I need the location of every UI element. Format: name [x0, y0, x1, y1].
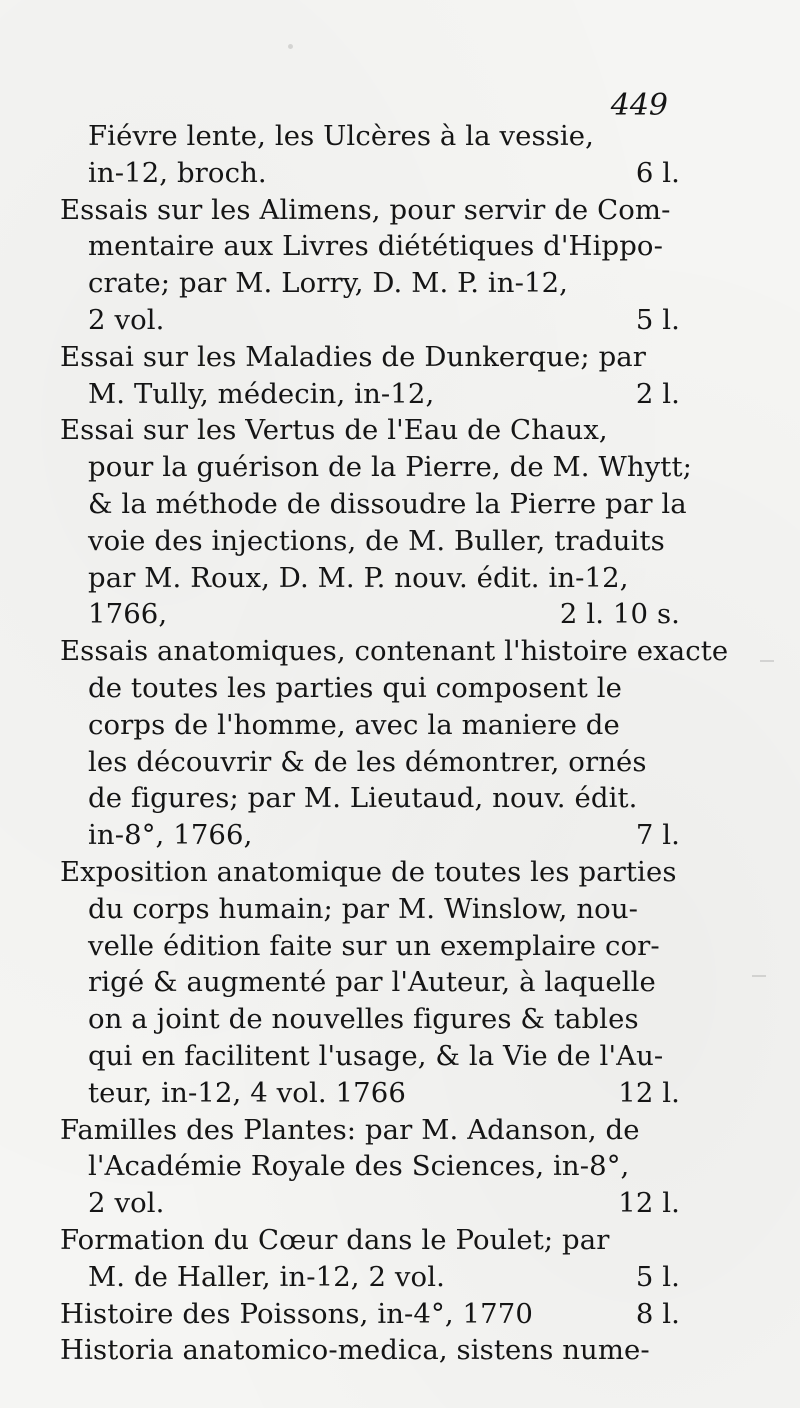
entry-text: crate; par M. Lorry, D. M. P. in-12,	[88, 267, 569, 300]
catalog-entry	[60, 1296, 680, 1333]
entry-price: 5 l.	[635, 303, 680, 336]
entry-text: & la méthode de dissoudre la Pierre par la	[88, 487, 687, 520]
ink-speck	[752, 975, 766, 977]
entry-line	[60, 412, 680, 449]
ink-speck	[760, 660, 774, 662]
entry-line	[60, 302, 680, 339]
entry-line	[60, 228, 680, 265]
entry-line	[60, 560, 680, 597]
entry-text: Essai sur les Vertus de l'Eau de Chaux,	[60, 414, 608, 447]
entry-line	[60, 1001, 680, 1038]
entry-line	[60, 1038, 680, 1075]
entry-line	[60, 780, 680, 817]
entry-line	[60, 1296, 680, 1333]
entry-text: de toutes les parties qui composent le	[88, 671, 622, 704]
entry-text: in-8°, 1766,	[88, 819, 253, 852]
entry-line	[60, 486, 687, 523]
entry-line	[60, 376, 680, 413]
entry-line	[60, 707, 680, 744]
entry-text: Historia anatomico-medica, sistens nume-	[60, 1334, 650, 1367]
entry-text: M. de Haller, in-12, 2 vol.	[88, 1260, 445, 1293]
entry-text: velle édition faite sur un exemplaire cor-	[88, 929, 660, 962]
entry-text: on a joint de nouvelles figures & tables	[88, 1003, 639, 1036]
entry-line	[60, 928, 680, 965]
entry-line	[60, 964, 680, 1001]
ink-speck	[288, 44, 293, 49]
entry-line	[60, 891, 680, 928]
entry-line	[60, 1185, 680, 1222]
entry-price: 2 l.	[635, 377, 680, 410]
entry-line	[60, 1259, 680, 1296]
entry-price: 6 l.	[635, 156, 680, 189]
entry-text: du corps humain; par M. Winslow, nou-	[88, 892, 639, 925]
entry-text: 2 vol.	[88, 303, 165, 336]
entry-line	[60, 633, 729, 670]
entry-text: 1766,	[88, 598, 168, 631]
entry-text: l'Académie Royale des Sciences, in-8°,	[88, 1150, 630, 1183]
entry-text: M. Tully, médecin, in-12,	[88, 377, 435, 410]
entry-text: de figures; par M. Lieutaud, nouv. édit.	[88, 782, 638, 815]
entry-price: 2 l. 10 s.	[559, 598, 680, 631]
entry-text: Histoire des Poissons, in-4°, 1770	[60, 1297, 533, 1330]
entry-text: Essais anatomiques, contenant l'histoire exacte	[60, 635, 729, 668]
entry-text: in-12, broch.	[88, 156, 267, 189]
page-number: 449	[610, 88, 668, 123]
catalog-entry	[60, 1332, 680, 1369]
entry-price: 12 l.	[618, 1187, 680, 1220]
catalog-entry	[60, 1222, 680, 1296]
entry-line	[60, 449, 692, 486]
entry-price: 5 l.	[635, 1260, 680, 1293]
catalog-entry	[60, 118, 680, 192]
entry-text: Formation du Cœur dans le Poulet; par	[60, 1223, 610, 1256]
entry-price: 8 l.	[635, 1297, 680, 1330]
catalog-entry	[60, 192, 680, 339]
entry-line	[60, 854, 680, 891]
entry-line	[60, 596, 680, 633]
catalog-entry	[60, 339, 680, 413]
entry-line	[60, 817, 680, 854]
entry-line	[60, 1112, 680, 1149]
entry-text: Fiévre lente, les Ulcères à la vessie,	[88, 120, 594, 152]
entry-text: 2 vol.	[88, 1187, 165, 1220]
entry-text: Essais sur les Alimens, pour servir de Com-	[60, 193, 671, 226]
entry-text: Essai sur les Maladies de Dunkerque; par	[60, 340, 647, 373]
catalog-entry	[60, 412, 692, 633]
entry-text: qui en facilitent l'usage, & la Vie de l'Au-	[88, 1039, 664, 1072]
entry-line	[60, 1148, 680, 1185]
entry-line	[60, 670, 680, 707]
entry-text: corps de l'homme, avec la maniere de	[88, 708, 620, 741]
entry-text: Familles des Plantes: par M. Adanson, de	[60, 1113, 640, 1146]
entry-line	[60, 1332, 680, 1369]
entry-text: pour la guérison de la Pierre, de M. Whytt;	[88, 451, 692, 484]
catalog-listing	[60, 118, 729, 1369]
entry-text: les découvrir & de les démontrer, ornés	[88, 745, 647, 778]
entry-text: teur, in-12, 4 vol. 1766	[88, 1076, 406, 1109]
entry-text: par M. Roux, D. M. P. nouv. édit. in-12,	[88, 561, 629, 594]
catalog-entry	[60, 854, 680, 1112]
catalog-entry	[60, 1112, 680, 1222]
entry-text: mentaire aux Livres diététiques d'Hippo-	[88, 230, 663, 263]
entry-line	[60, 1075, 680, 1112]
entry-price: 12 l.	[618, 1076, 680, 1109]
entry-line	[60, 155, 680, 192]
entry-line	[60, 744, 680, 781]
entry-line	[60, 1222, 680, 1259]
entry-line	[60, 339, 680, 376]
catalog-entry	[60, 633, 729, 854]
entry-text: voie des injections, de M. Buller, traduits	[88, 524, 665, 557]
entry-text: rigé & augmenté par l'Auteur, à laquelle	[88, 966, 656, 999]
entry-line	[60, 192, 680, 229]
entry-line	[60, 118, 680, 155]
entry-text: Exposition anatomique de toutes les parties	[60, 855, 677, 888]
entry-price: 7 l.	[635, 819, 680, 852]
entry-line	[60, 523, 680, 560]
entry-line	[60, 265, 680, 302]
